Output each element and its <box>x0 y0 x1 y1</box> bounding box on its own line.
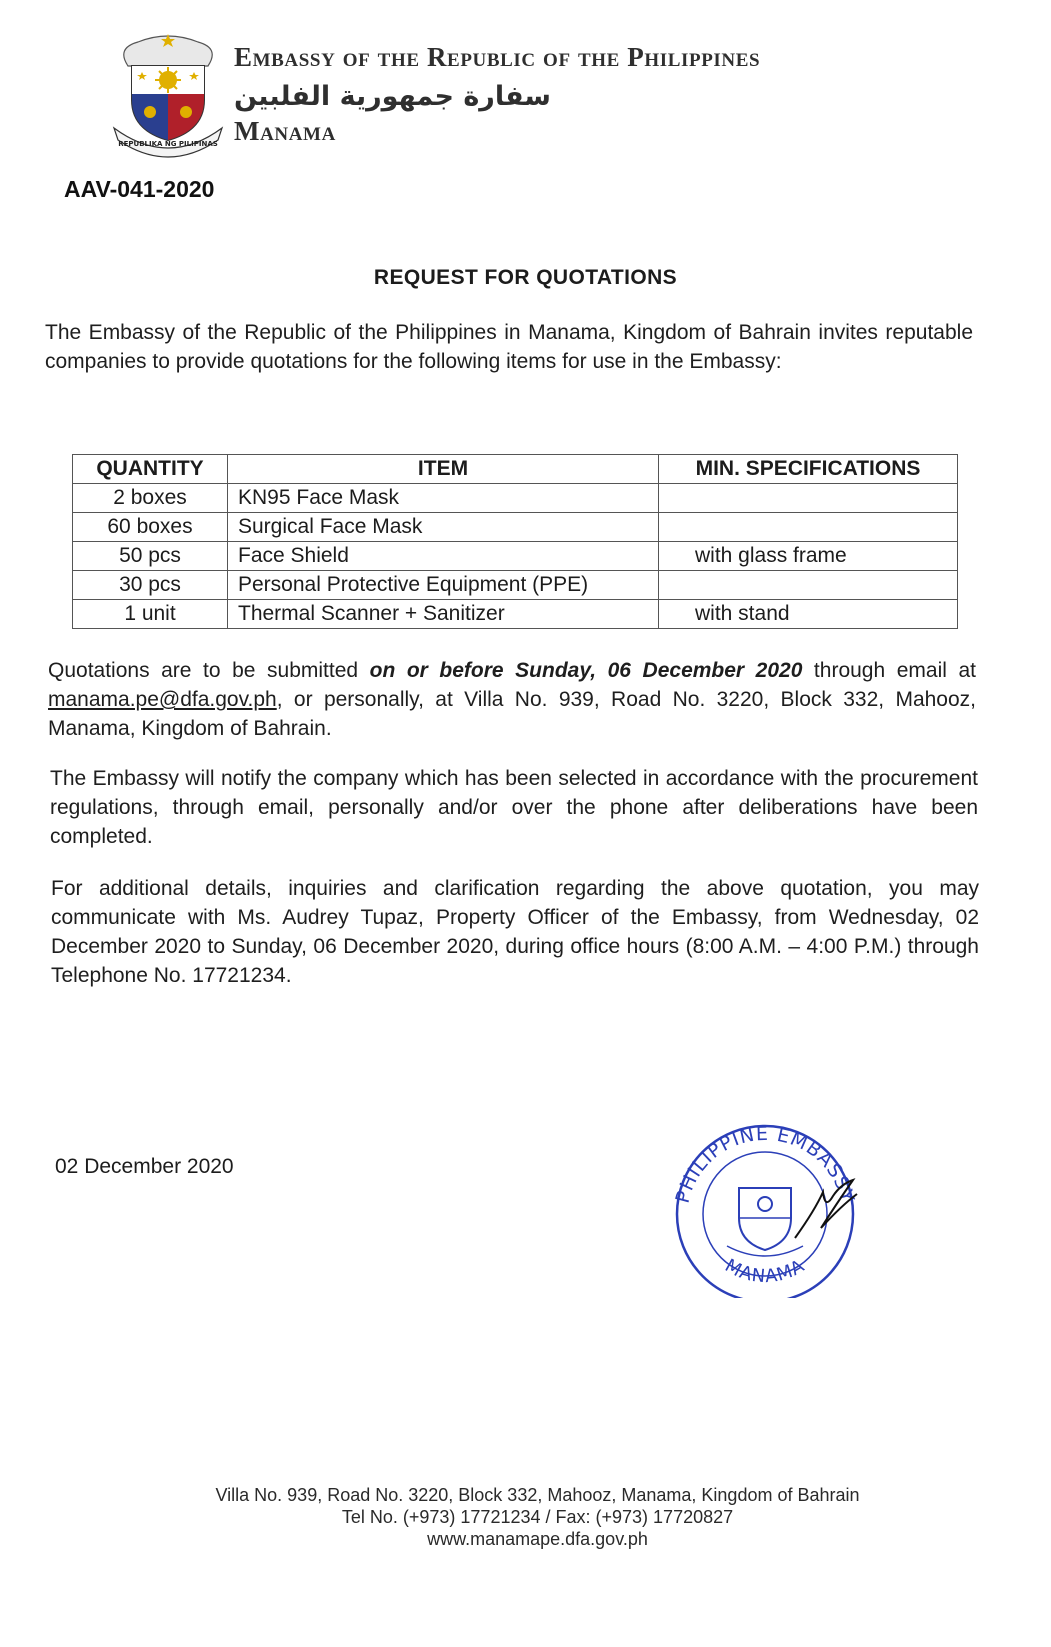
table-row <box>73 542 958 571</box>
embassy-title-arabic: سفارة جمهورية الفلبين <box>234 81 551 112</box>
submission-paragraph <box>48 656 976 743</box>
inquiries-paragraph: For additional details, inquiries and clarification regarding the above quotation, you may communicate with Ms. Audrey Tupaz, Property Officer of the Embassy, from Wednesday, 02 December 2020 to Sunday, 06 December 2020, during office hours (8:00 A.M. – 4:00 P.M.) through Telephone No. 17721234. <box>51 877 979 987</box>
row-item: Surgical Face Mask <box>228 513 659 542</box>
submission-text-2: through email at <box>802 659 976 682</box>
coat-of-arms-icon <box>108 28 228 158</box>
seal-top-text: PHILIPPINE EMBASSY <box>671 1122 859 1206</box>
table-header-row <box>73 455 958 484</box>
row-item: Thermal Scanner + Sanitizer <box>228 600 659 629</box>
seal-bottom-text: MANAMA <box>721 1255 809 1288</box>
intro-paragraph: The Embassy of the Republic of the Philippines in Manama, Kingdom of Bahrain invites reputable companies to provide quotations for the following items for use in the Embassy: <box>45 321 973 373</box>
header-specs: MIN. SPECIFICATIONS <box>659 455 958 484</box>
table-row <box>73 513 958 542</box>
document-heading: REQUEST FOR QUOTATIONS <box>373 266 678 289</box>
embassy-city: Manama <box>234 116 336 146</box>
submission-deadline: on or before Sunday, 06 December 2020 <box>369 659 803 682</box>
items-table <box>72 454 958 629</box>
document-date: 02 December 2020 <box>55 1155 234 1178</box>
row-specs: with stand <box>659 600 958 629</box>
row-specs: with glass frame <box>659 542 958 571</box>
footer-website[interactable]: www.manamape.dfa.gov.ph <box>427 1529 648 1549</box>
row-specs <box>659 571 958 600</box>
footer <box>0 1484 1051 1550</box>
header-item: ITEM <box>228 455 659 484</box>
email-link[interactable]: manama.pe@dfa.gov.ph <box>48 688 277 711</box>
footer-phone: Tel No. (+973) 17721234 / Fax: (+973) 17720827 <box>341 1507 734 1527</box>
row-quantity: 1 unit <box>73 600 228 629</box>
reference-number: AAV-041-2020 <box>64 176 215 202</box>
row-item: Personal Protective Equipment (PPE) <box>228 571 659 600</box>
table-row <box>73 600 958 629</box>
row-specs <box>659 484 958 513</box>
table-row <box>73 484 958 513</box>
footer-address: Villa No. 939, Road No. 3220, Block 332, Mahooz, Manama, Kingdom of Bahrain <box>215 1485 860 1505</box>
row-quantity: 2 boxes <box>73 484 228 513</box>
row-specs <box>659 513 958 542</box>
embassy-seal-stamp <box>665 1118 875 1298</box>
table-row <box>73 571 958 600</box>
signature-icon <box>795 1180 857 1238</box>
notice-paragraph: The Embassy will notify the company which has been selected in accordance with the procurement regulations, through email, personally and/or over the phone after deliberations have been completed. <box>50 767 978 848</box>
submission-text-1: Quotations are to be submitted <box>48 659 370 682</box>
coat-ribbon-text: REPUBLIKA NG PILIPINAS <box>118 140 218 148</box>
row-quantity: 50 pcs <box>73 542 228 571</box>
header-quantity: QUANTITY <box>73 455 228 484</box>
row-quantity: 30 pcs <box>73 571 228 600</box>
embassy-title: Embassy of the Republic of the Philippines <box>234 42 761 72</box>
row-quantity: 60 boxes <box>73 513 228 542</box>
row-item: KN95 Face Mask <box>228 484 659 513</box>
row-item: Face Shield <box>228 542 659 571</box>
submission-text-3: , or personally, at Villa No. 939, Road No. 3220, Block 332, Mahooz, Manama, Kingdom of Bahrain. <box>48 688 976 740</box>
letterhead <box>108 28 948 178</box>
